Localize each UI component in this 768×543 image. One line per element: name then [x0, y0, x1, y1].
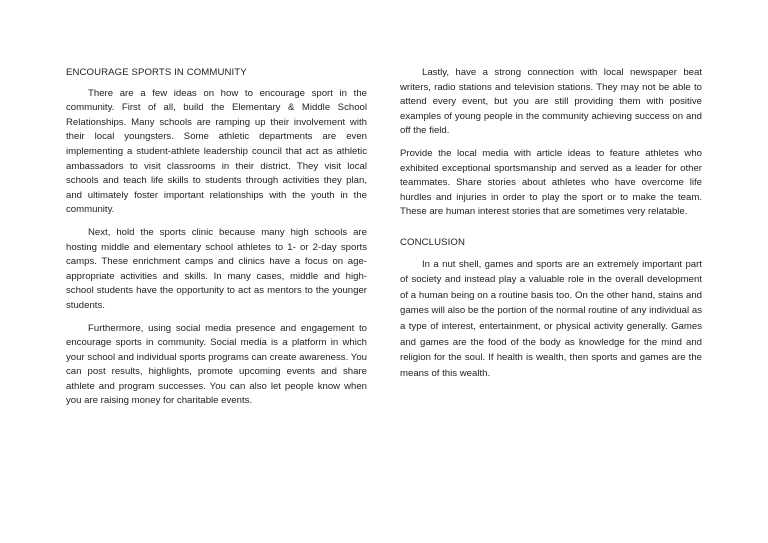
paragraph-conclusion: In a nut shell, games and sports are an extremely important part of society and instead play a valuable role in the overall development of a human being on a routine basis too. On the other hand, stains and games will also be the portion of the normal routine of any individual as a type of interest, entertainment, or physical activity generally. Games and games are the food of the body as knowledge for the mind and religion for the soul. If health is wealth, then sports and games are the means of this wealth.	[400, 258, 702, 379]
section-spacer	[400, 228, 702, 236]
right-column	[400, 66, 702, 389]
paragraph-article-ideas: Provide the local media with article ideas to feature athletes who exhibited exceptional sportsmanship and served as a leader for other teammates. Share stories about athletes who have overcome life hurdles and injuries in order to play the sport or to make the team. These are human interest stories that are sometimes very relatable.	[400, 147, 702, 218]
section-heading-encourage-sports: ENCOURAGE SPORTS IN COMMUNITY	[66, 67, 247, 78]
paragraph-community-ideas: There are a few ideas on how to encourage sport in the community. First of all, build the Elementary & Middle School Relationships. Many schools are ramping up their involvement with their local youngsters. Some athletic departments are even implementing a student-athlete leadership council that act as athletic ambassadors to visit classrooms in their district. They visit local schools and teach life skills to students through activities they plan, and ultimately foster important relationships with the youth in the community.	[66, 87, 367, 216]
left-column	[66, 66, 367, 417]
paragraph-sports-clinic: Next, hold the sports clinic because many high schools are hosting middle and elementary school athletes to 1- or 2-day sports camps. These enrichment camps and clinics have a focus on age-appropriate activities and skills. In many cases, middle and high-school students have the opportunity to act as mentors to the younger students.	[66, 226, 367, 311]
section-heading-conclusion: CONCLUSION	[400, 236, 465, 248]
paragraph-social-media: Furthermore, using social media presence and engagement to encourage sports in community. Social media is a platform in which your school and individual sports programs can create awareness. You can post results, highlights, promote upcoming events and share athlete and program successes. You can also let people know when you are raising money for charitable events.	[66, 322, 367, 407]
paragraph-local-media-connection: Lastly, have a strong connection with local newspaper beat writers, radio stations and television stations. They may not be able to attend every event, but you are still providing them with positive examples of young people in the community achieving success on and off the field.	[400, 67, 702, 137]
